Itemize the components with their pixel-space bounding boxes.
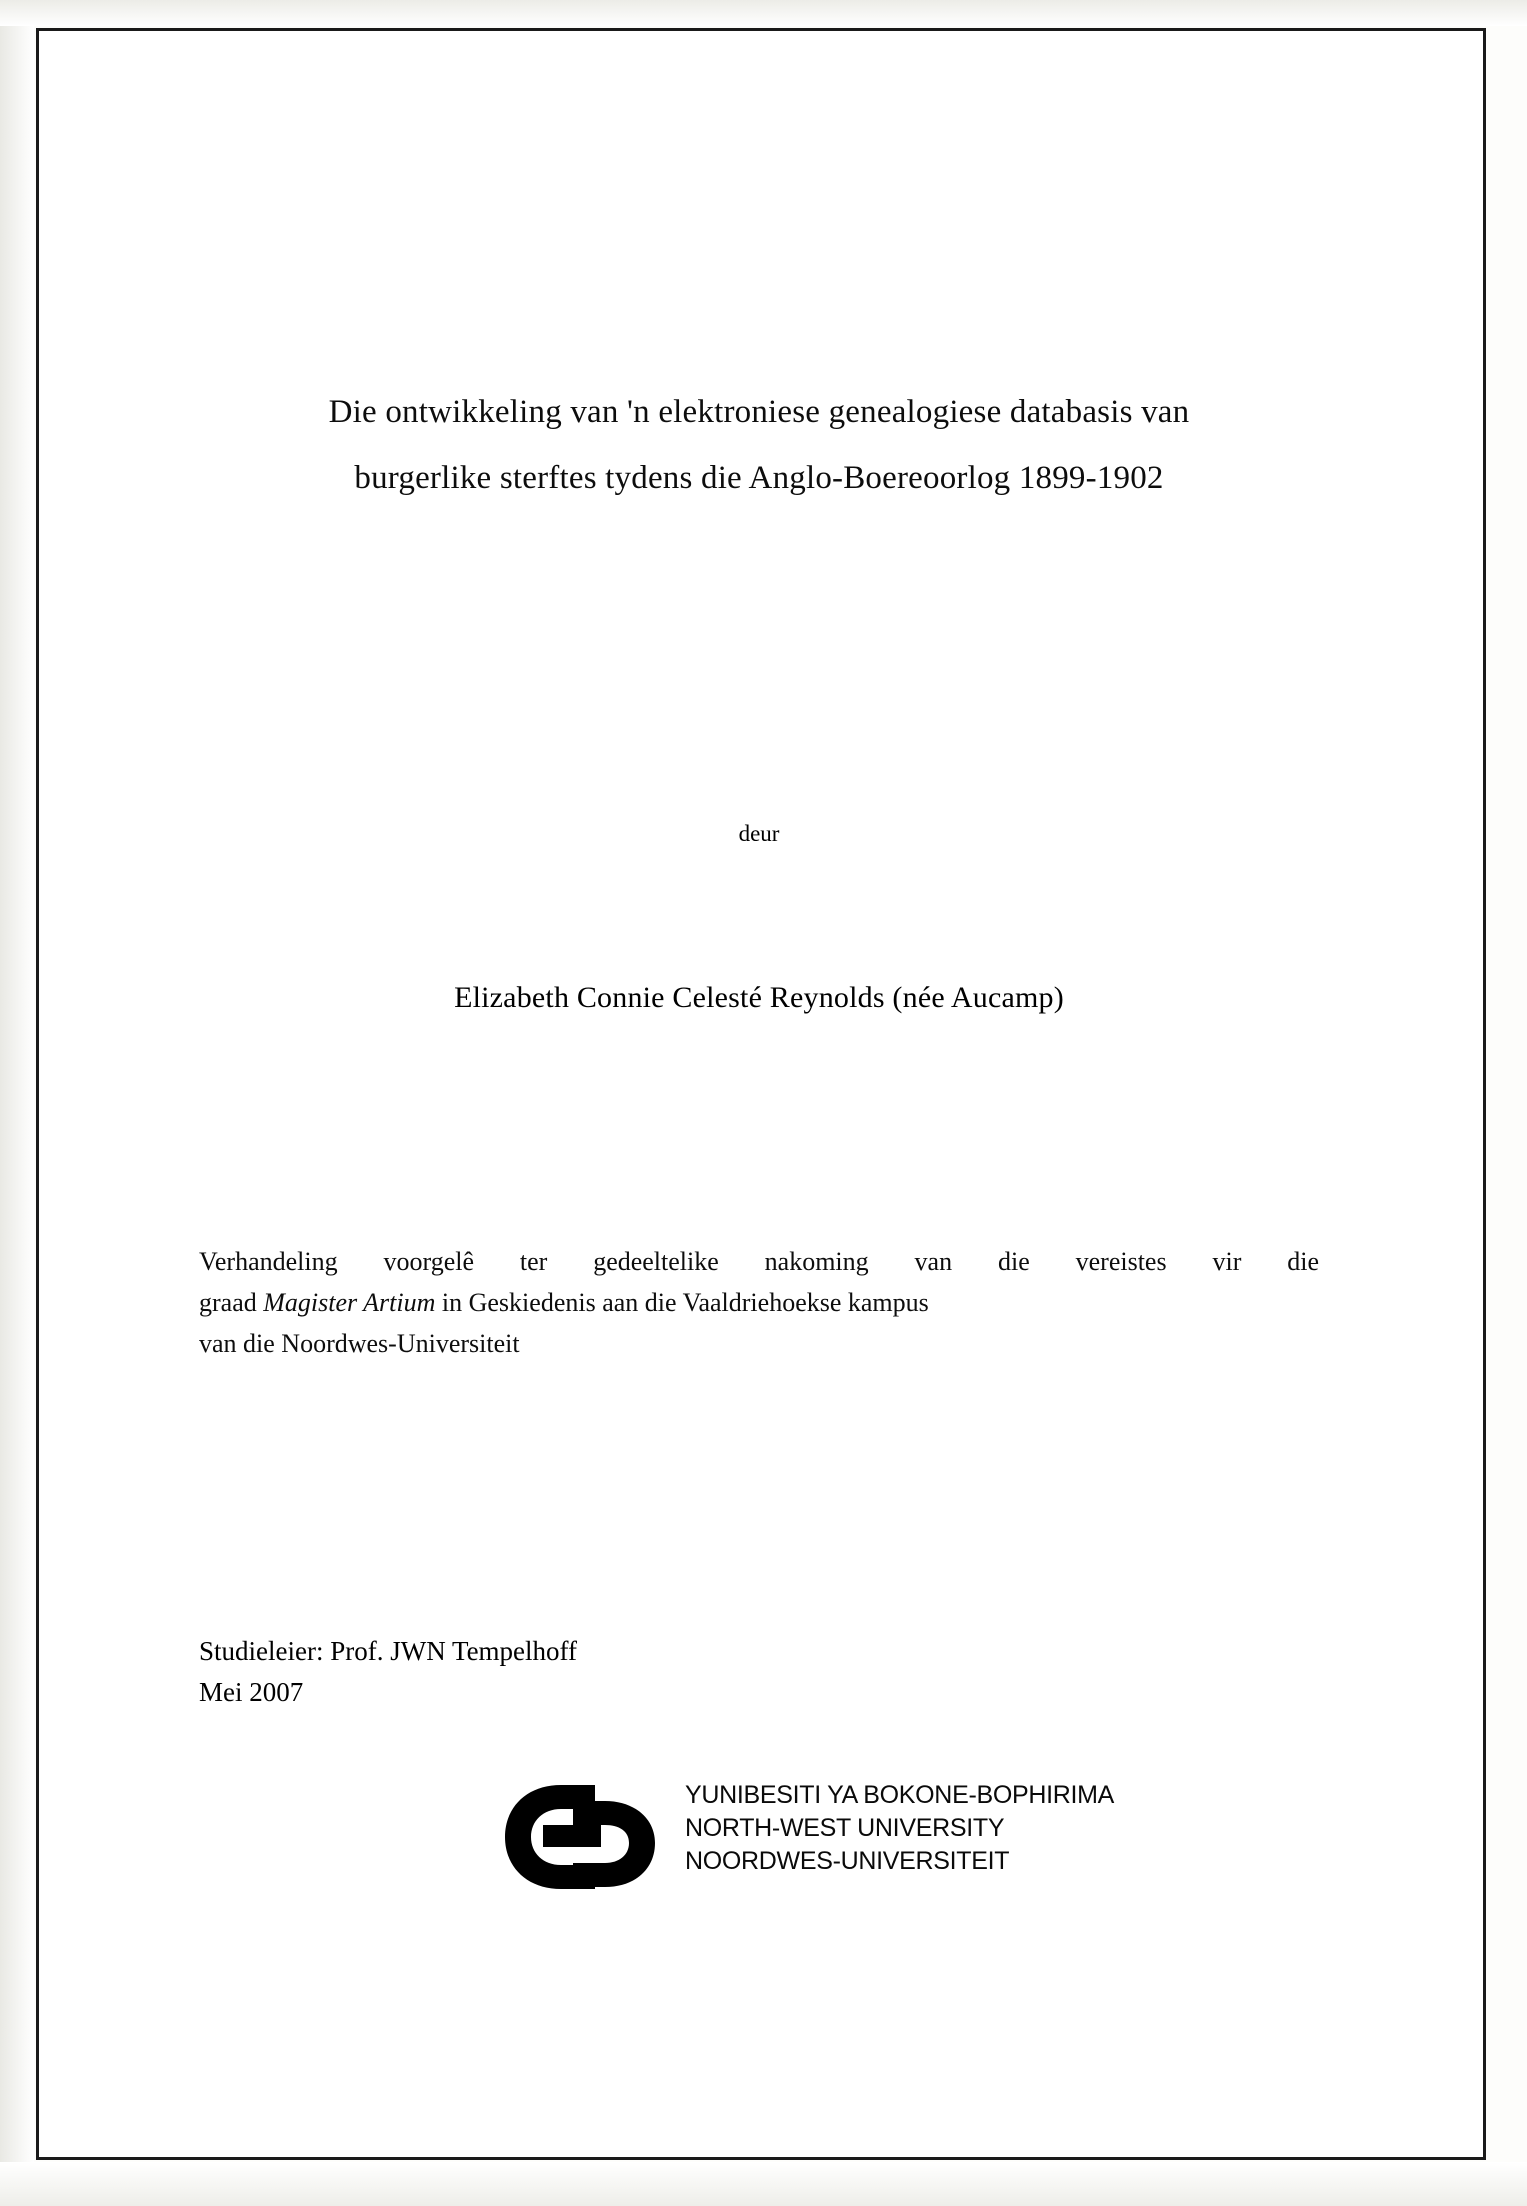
page-border-frame [36,28,1486,2160]
by-word: deur [738,821,780,846]
degree-statement-line-3: van die Noordwes-Universiteit [199,1329,520,1358]
logo-text-line-1: YUNIBESITI YA BOKONE-BOPHIRIMA [685,1781,1115,1809]
title-line-2: burgerlike sterftes tydens die Anglo-Boereoorlog 1899-1902 [354,460,1164,496]
date-line: Mei 2007 [199,1677,304,1707]
supervisor-line: Studieleier: Prof. JWN Tempelhoff [199,1636,578,1666]
degree-statement [199,1241,1319,1364]
logo-text-line-3: NOORDWES-UNIVERSITEIT [685,1847,1010,1875]
page-edge-shadow-bottom [0,2162,1527,2206]
author-name: Elizabeth Connie Celesté Reynolds (née Aucamp) [454,981,1064,1014]
university-logo-block [499,1773,1199,1903]
university-logo-text [685,1779,1114,1878]
page-edge-shadow-left [0,0,34,2206]
supervisor-block [199,1631,1099,1713]
title-page-content [179,31,1339,2157]
title-line-1: Die ontwikkeling van 'n elektroniese genealogiese databasis van [328,394,1190,430]
page-content-area [39,31,1483,2157]
degree-statement-line-2 [199,1282,1319,1323]
page-title [179,379,1339,511]
degree-statement-line-2-suffix: in Geskiedenis aan die Vaaldriehoekse kampus [435,1288,929,1317]
page-edge-shadow-top [0,0,1527,26]
north-west-university-logo-icon [499,1781,679,1893]
logo-text-line-2: NORTH-WEST UNIVERSITY [685,1814,1005,1842]
degree-statement-line-2-prefix: graad [199,1288,264,1317]
degree-statement-line-1: Verhandeling voorgelê ter gedeeltelike nakoming van die vereistes vir die [199,1247,1319,1276]
degree-name-italic: Magister Artium [263,1288,436,1317]
